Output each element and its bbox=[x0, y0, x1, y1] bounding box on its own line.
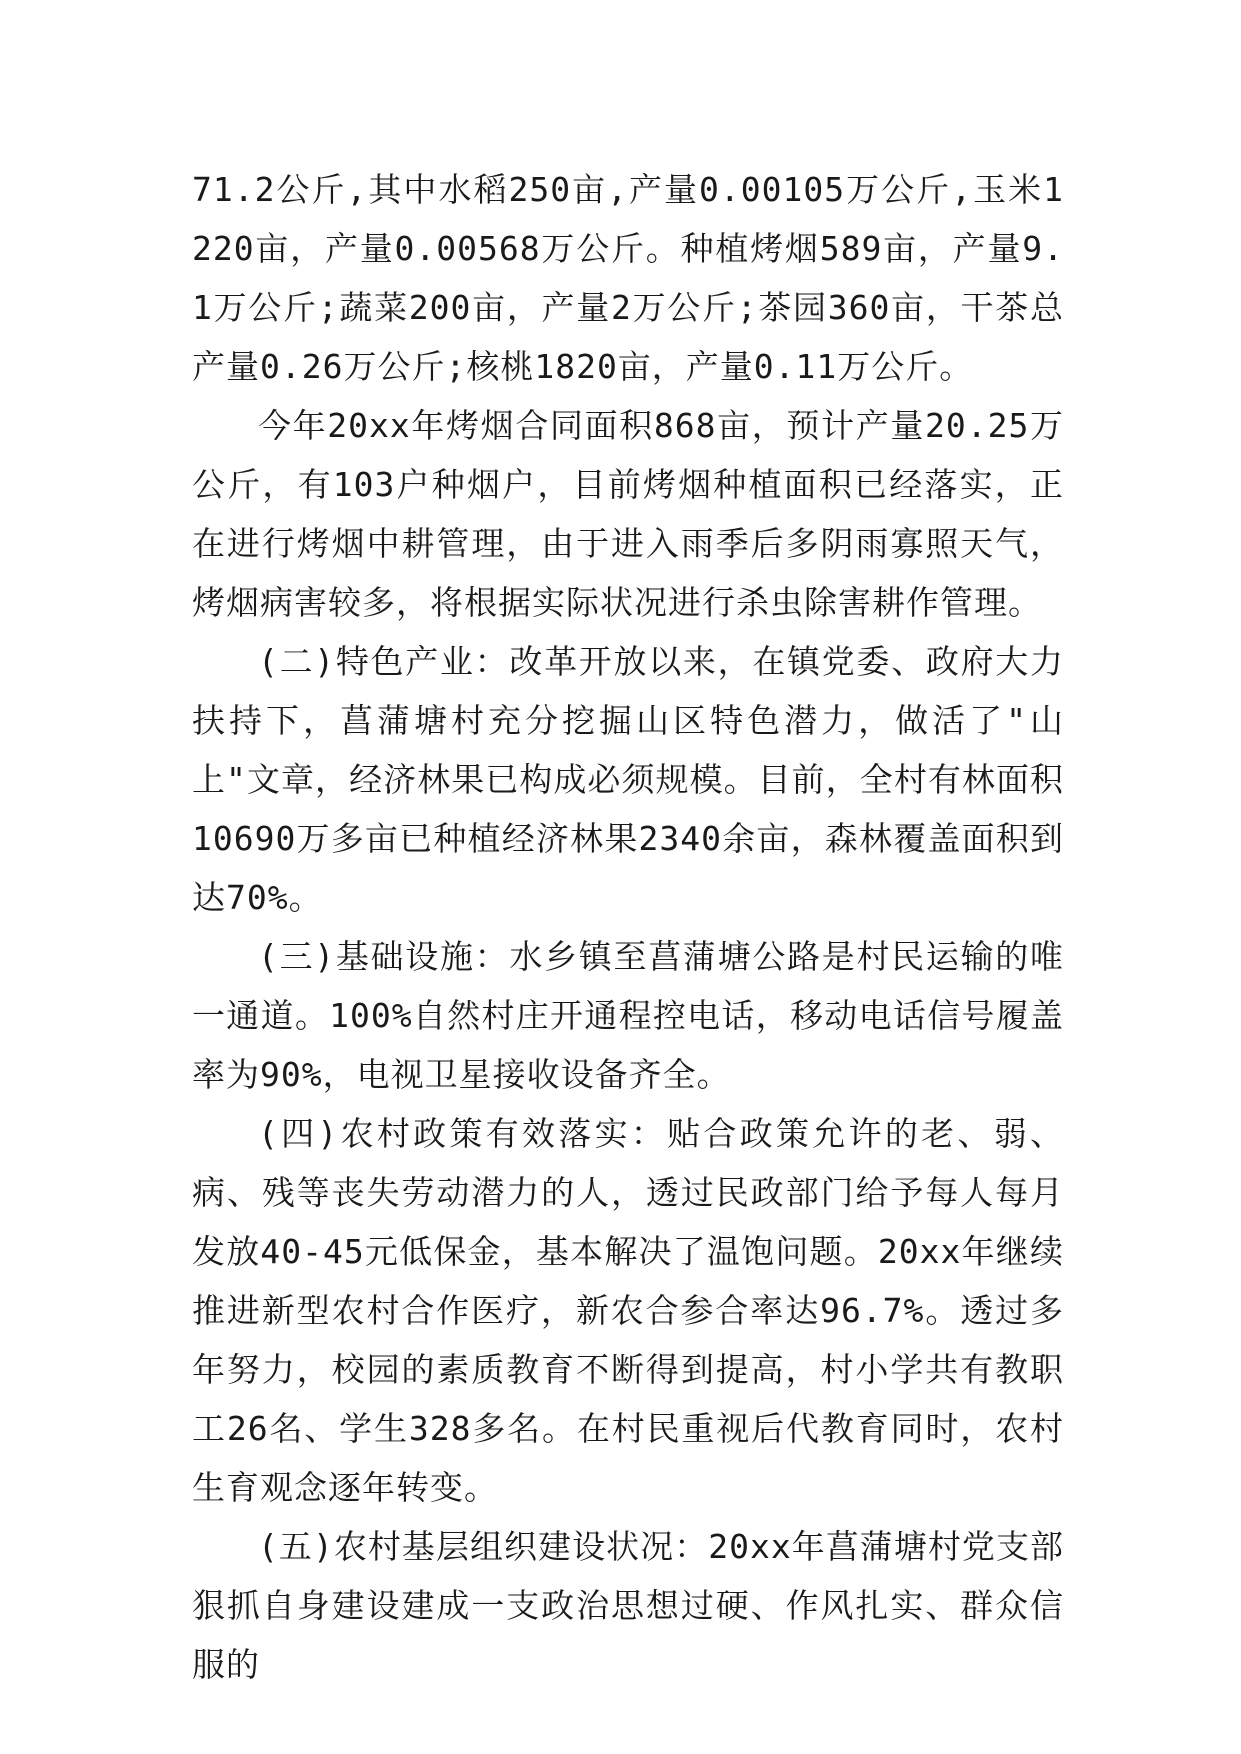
paragraph-grassroots-organization: (五)农村基层组织建设状况：20xx年菖蒲塘村党支部狠抓自身建设建成一支政治思想过硬、作风扎实、群众信服的 bbox=[192, 1527, 1064, 1684]
paragraph-infrastructure: (三)基础设施：水乡镇至菖蒲塘公路是村民运输的唯一通道。100%自然村庄开通程控电话，移动电话信号履盖率为90%，电视卫星接收设备齐全。 bbox=[192, 937, 1064, 1094]
paragraph-agriculture-output: 71.2公斤,其中水稻250亩,产量0.00105万公斤,玉米1220亩，产量0.00568万公斤。种植烤烟589亩，产量9.1万公斤;蔬菜200亩，产量2万公斤;茶园360亩，干茶总产量0.26万公斤;核桃1820亩，产量0.11万公斤。 bbox=[192, 170, 1064, 386]
paragraph-rural-policy: (四)农村政策有效落实：贴合政策允许的老、弱、病、残等丧失劳动潜力的人，透过民政部门给予每人每月发放40-45元低保金，基本解决了温饱问题。20xx年继续推进新型农村合作医疗，新农合参合率达96.7%。透过多年努力，校园的素质教育不断得到提高，村小学共有教职工26名、学生328多名。在村民重视后代教育同时，农村生育观念逐年转变。 bbox=[192, 1114, 1064, 1507]
paragraph-special-industry: (二)特色产业：改革开放以来，在镇党委、政府大力扶持下，菖蒲塘村充分挖掘山区特色潜力，做活了"山上"文章，经济林果已构成必须规模。目前，全村有林面积10690万多亩已种植经济林果2340余亩，森林覆盖面积到达70%。 bbox=[192, 642, 1064, 917]
paragraph-tobacco-contract: 今年20xx年烤烟合同面积868亩，预计产量20.25万公斤，有103户种烟户，目前烤烟种植面积已经落实，正在进行烤烟中耕管理，由于进入雨季后多阴雨寡照天气，烤烟病害较多，将根据实际状况进行杀虫除害耕作管理。 bbox=[192, 406, 1064, 622]
document-body bbox=[192, 160, 1064, 1694]
